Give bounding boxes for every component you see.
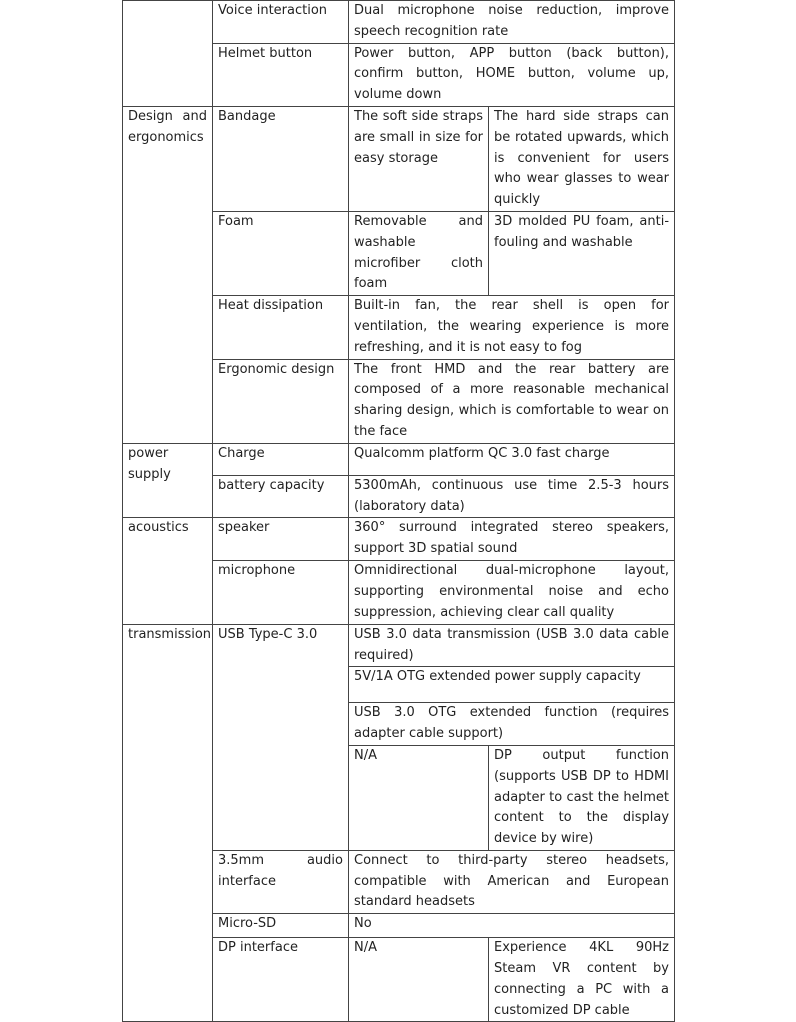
category-cell: Design and ergonomics [123, 106, 213, 443]
desc-cell: 5V/1A OTG extended power supply capacity [349, 667, 675, 703]
item-cell: USB Type-C 3.0 [213, 624, 349, 850]
desc-cell: Built-in fan, the rear shell is open for ventilation, the wearing experience is more refreshing, and it is not easy to fog [349, 296, 675, 359]
item-cell: Heat dissipation [213, 296, 349, 359]
item-cell: 3.5mm audio interface [213, 850, 349, 913]
item-cell: Helmet button [213, 43, 349, 106]
category-cell: transmission [123, 624, 213, 1022]
item-cell: DP interface [213, 938, 349, 1022]
table-row [123, 518, 675, 561]
table-row [123, 624, 675, 667]
desc-cell: 5300mAh, continuous use time 2.5-3 hours (laboratory data) [349, 475, 675, 518]
item-cell: microphone [213, 561, 349, 624]
category-cell: power supply [123, 443, 213, 518]
item-cell: Voice interaction [213, 1, 349, 44]
category-cell-empty [123, 1, 213, 107]
desc-cell: Removable and washable microfiber cloth foam [349, 211, 489, 295]
desc-cell: The hard side straps can be rotated upwards, which is convenient for users who wear glasses to wear quickly [489, 106, 675, 211]
desc-cell: No [349, 914, 675, 938]
desc-cell: Connect to third-party stereo headsets, compatible with American and European standard headsets [349, 850, 675, 913]
desc-cell: The front HMD and the rear battery are composed of a more reasonable mechanical sharing design, which is comfortable to wear on the face [349, 359, 675, 443]
desc-cell: USB 3.0 data transmission (USB 3.0 data cable required) [349, 624, 675, 667]
desc-cell: The soft side straps are small in size for easy storage [349, 106, 489, 211]
item-cell: Charge [213, 443, 349, 475]
desc-cell: Power button, APP button (back button), confirm button, HOME button, volume up, volume down [349, 43, 675, 106]
item-cell: speaker [213, 518, 349, 561]
desc-cell: Omnidirectional dual-microphone layout, supporting environmental noise and echo suppression, achieving clear call quality [349, 561, 675, 624]
table-row [123, 106, 675, 211]
desc-cell: USB 3.0 OTG extended function (requires adapter cable support) [349, 703, 675, 746]
desc-cell: N/A [349, 938, 489, 1022]
item-cell: battery capacity [213, 475, 349, 518]
desc-cell: Qualcomm platform QC 3.0 fast charge [349, 443, 675, 475]
item-cell: Ergonomic design [213, 359, 349, 443]
item-cell: Micro-SD [213, 914, 349, 938]
spec-table [122, 0, 675, 1022]
table-row [123, 443, 675, 475]
item-cell: Bandage [213, 106, 349, 211]
table-row [123, 1, 675, 44]
desc-cell: Experience 4KL 90Hz Steam VR content by connecting a PC with a customized DP cable [489, 938, 675, 1022]
desc-cell: Dual microphone noise reduction, improve speech recognition rate [349, 1, 675, 44]
desc-cell: 360° surround integrated stereo speakers, support 3D spatial sound [349, 518, 675, 561]
desc-cell: DP output function (supports USB DP to HDMI adapter to cast the helmet content to the display device by wire) [489, 745, 675, 850]
desc-cell: 3D molded PU foam, anti-fouling and washable [489, 211, 675, 295]
desc-cell: N/A [349, 745, 489, 850]
category-cell: acoustics [123, 518, 213, 624]
item-cell: Foam [213, 211, 349, 295]
